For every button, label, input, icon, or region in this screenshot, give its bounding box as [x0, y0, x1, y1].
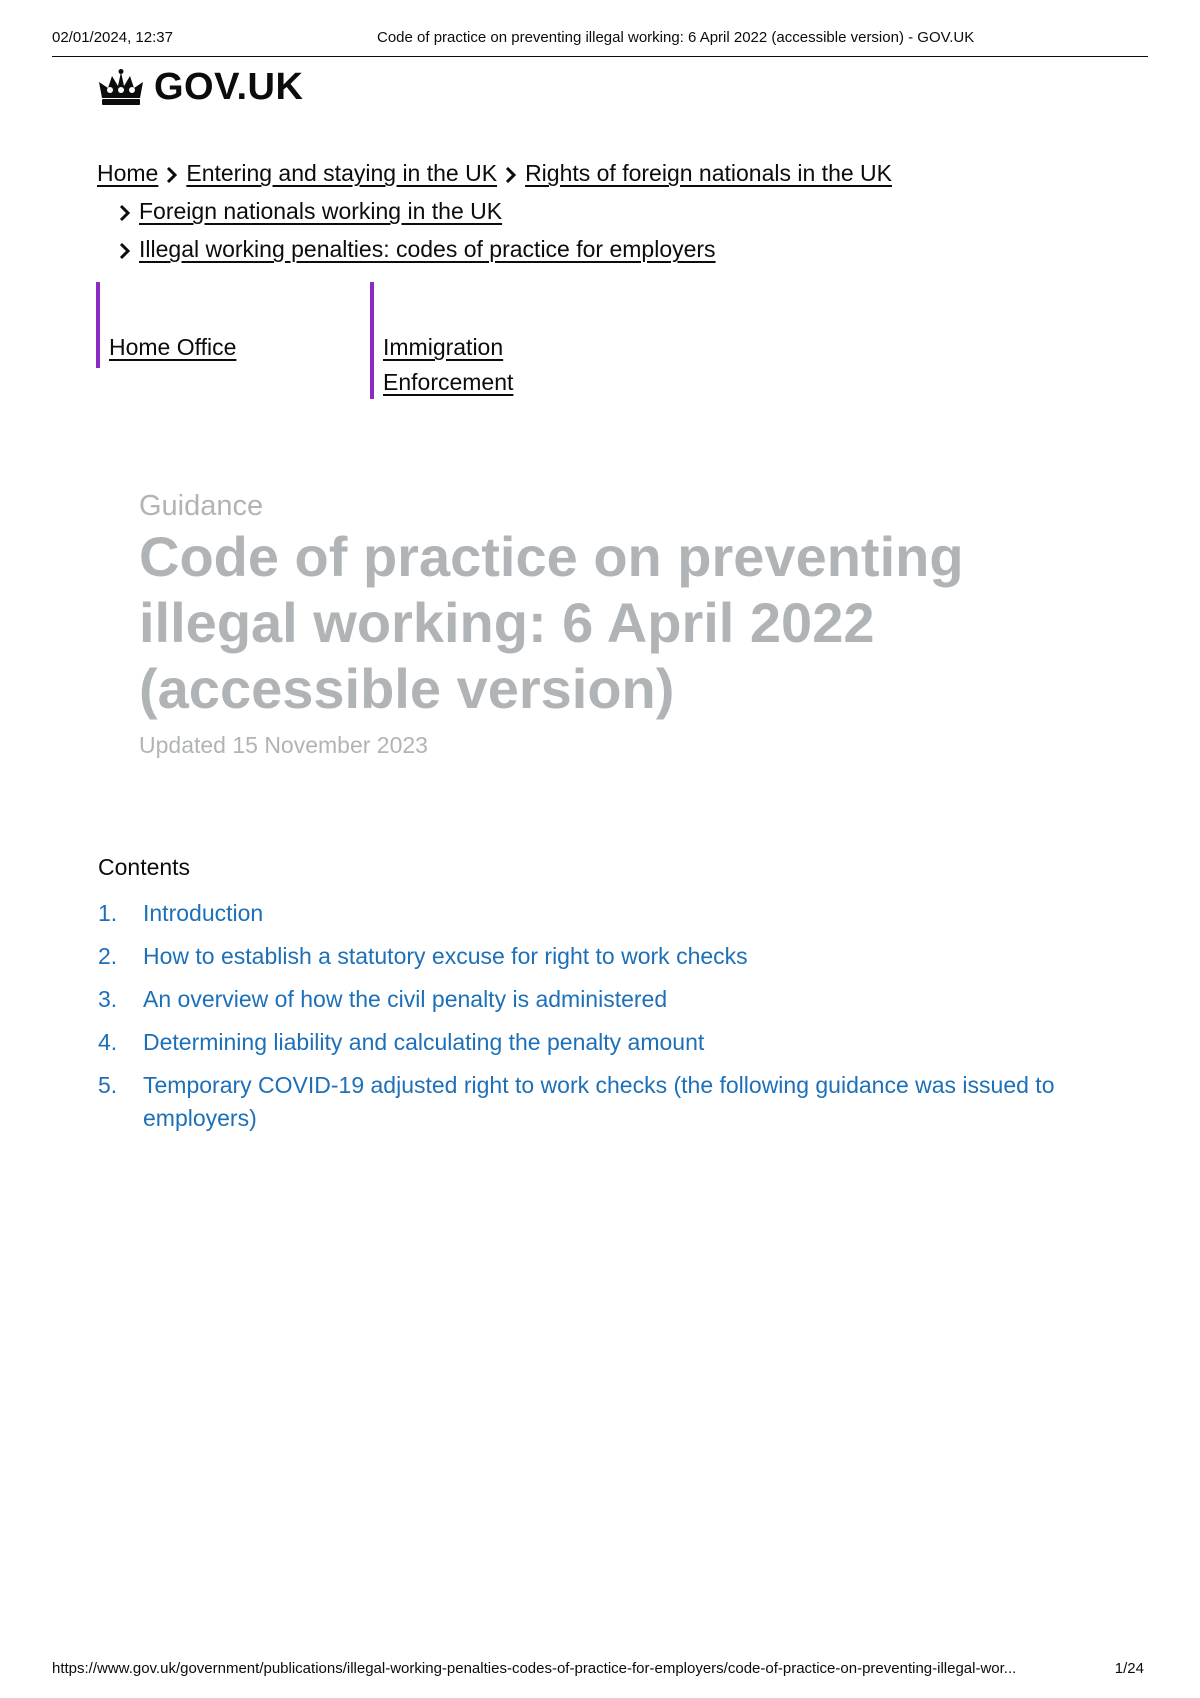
- breadcrumb-row: [97, 230, 1057, 268]
- list-item: [98, 897, 1058, 930]
- page-caption: Guidance: [139, 490, 264, 522]
- chevron-right-icon: [111, 192, 139, 230]
- updated-date: Updated 15 November 2023: [139, 732, 428, 758]
- org-logo-immigration-enforcement: [370, 282, 513, 399]
- chevron-right-icon: [497, 154, 525, 192]
- contents-link-civil-penalty-overview[interactable]: An overview of how the civil penalty is administered: [143, 986, 668, 1012]
- breadcrumb-illegal-working-penalties[interactable]: Illegal working penalties: codes of practice for employers: [139, 236, 716, 262]
- contents-link-statutory-excuse[interactable]: How to establish a statutory excuse for right to work checks: [143, 943, 748, 969]
- page-number: 1/24: [1114, 1660, 1144, 1677]
- contents-heading: Contents: [98, 854, 191, 880]
- print-header: [52, 26, 1148, 57]
- contents-link-introduction[interactable]: Introduction: [143, 900, 264, 926]
- chevron-right-icon: [111, 230, 139, 268]
- print-url: https://www.gov.uk/government/publications/illegal-working-penalties-codes-of-practice-for-employers/code-of-practice-on-preventing-illegal-wor...: [52, 1660, 1017, 1677]
- breadcrumb-row: [97, 154, 1057, 192]
- chevron-right-icon: [158, 154, 186, 192]
- org-logo-home-office: [96, 282, 236, 368]
- list-item: [98, 940, 1058, 973]
- list-item-number: 4.: [98, 1029, 118, 1055]
- org-link-immigration[interactable]: Immigration: [383, 334, 504, 360]
- breadcrumb-rights-foreign-nationals[interactable]: Rights of foreign nationals in the UK: [525, 160, 892, 186]
- list-item-number: 2.: [98, 943, 118, 969]
- org-link-enforcement[interactable]: Enforcement: [383, 369, 514, 395]
- breadcrumb-home[interactable]: Home: [97, 160, 159, 186]
- page-title: Code of practice on preventing illegal working: 6 April 2022 (accessible version): [139, 525, 964, 720]
- breadcrumb-foreign-nationals-working[interactable]: Foreign nationals working in the UK: [139, 198, 503, 224]
- contents-list: [98, 897, 1058, 1145]
- breadcrumb-row: [97, 192, 1057, 230]
- list-item-number: 1.: [98, 900, 118, 926]
- contents-link-determining-liability[interactable]: Determining liability and calculating the penalty amount: [143, 1029, 705, 1055]
- list-item: [98, 983, 1058, 1016]
- breadcrumb-entering-staying[interactable]: Entering and staying in the UK: [186, 160, 498, 186]
- crown-icon: [96, 68, 146, 108]
- list-item: [98, 1069, 1058, 1135]
- govuk-logo[interactable]: [96, 66, 303, 109]
- list-item-number: 5.: [98, 1072, 118, 1098]
- logo-text: GOV.UK: [154, 66, 304, 108]
- print-date: 02/01/2024, 12:37: [52, 29, 173, 46]
- org-link-home-office[interactable]: Home Office: [109, 334, 237, 360]
- list-item-number: 3.: [98, 986, 118, 1012]
- list-item: [98, 1026, 1058, 1059]
- print-document-title: Code of practice on preventing illegal working: 6 April 2022 (accessible version) - GOV.UK: [377, 29, 975, 46]
- breadcrumb: [97, 154, 1057, 268]
- contents-link-covid-adjusted-checks[interactable]: Temporary COVID-19 adjusted right to work checks (the following guidance was issued to employers): [143, 1072, 1055, 1131]
